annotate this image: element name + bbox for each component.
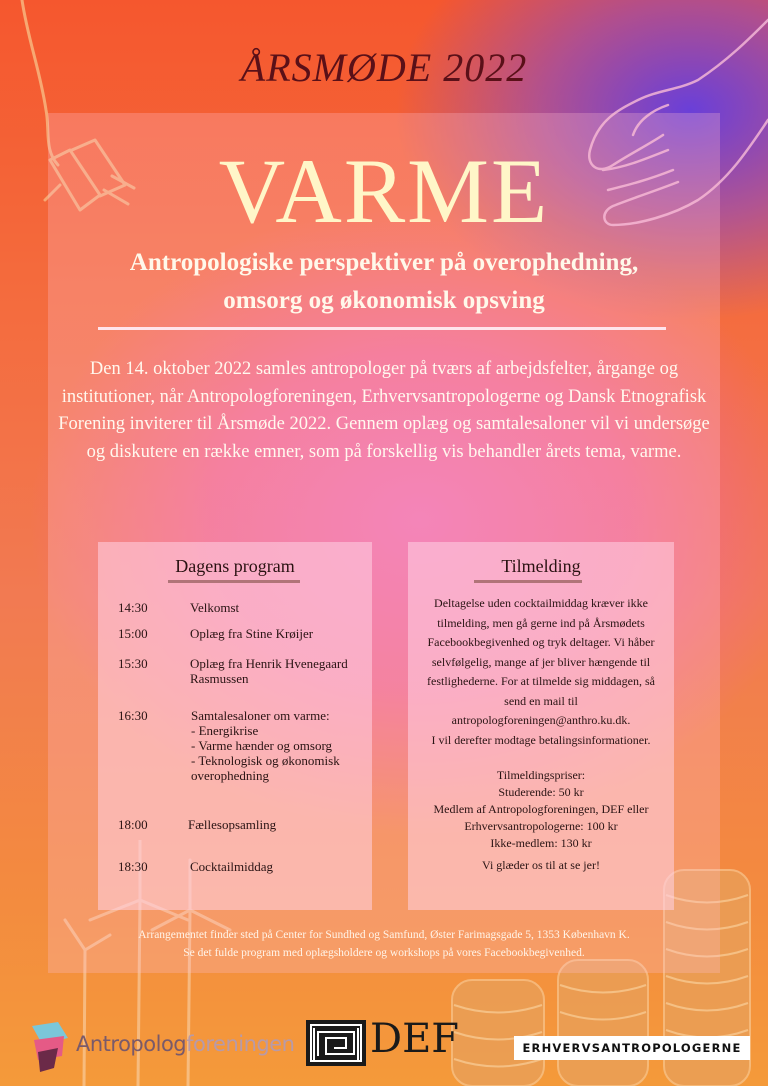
program-desc xyxy=(191,708,371,783)
program-time: 14:30 xyxy=(118,600,148,615)
subtitle-line: Antropologiske perspektiver på overophedning, xyxy=(129,249,639,276)
program-desc: Oplæg fra Stine Krøijer xyxy=(190,626,314,641)
prices-title: Tilmeldingspriser: xyxy=(496,768,586,782)
program-sub-item: - Varme hænder og omsorg xyxy=(191,738,333,753)
program-title: Dagens program xyxy=(175,556,295,576)
signup-paragraph: Deltagelse uden cocktailmiddag kræver ikke tilmelding, men gå gerne ind på Årsmødets Facebookbegivenhed og tryk deltager. Vi håber selvfølgelig, mange af jer bliver hængende til festlighederne. For at tilmelde sig middagen, så send en mail til antropologforeningen@anthro.ku.dk. xyxy=(427,596,655,727)
program-desc: Velkomst xyxy=(190,600,240,615)
antropologforeningen-logo-icon xyxy=(28,1018,74,1074)
intro-paragraph: Den 14. oktober 2022 samles antropologer på tværs af arbejdsfelter, årgange og institutioner, når Antropologforeningen, Erhvervsantropologerne og Dansk Etnografisk Forening inviterer til Årsmøde 2022. Gennem oplæg og samtalesaloner vil vi undersøge og diskutere en række emner, som på forskellig vis behandler årets tema, varme. xyxy=(58,359,710,462)
program-time: 15:00 xyxy=(118,626,148,641)
def-logo-icon xyxy=(306,1020,366,1066)
venue-line: Arrangementet finder sted på Center for Sundhed og Samfund, Øster Farimagsgade 5, 1353 København K. xyxy=(138,929,630,941)
venue-info xyxy=(60,926,708,962)
logo-text-bold: Antropolog xyxy=(76,1032,187,1056)
prices xyxy=(412,767,670,852)
def-logo-text: DEF xyxy=(370,1016,460,1062)
program-title-underline xyxy=(168,580,300,583)
program-desc: Fællesopsamling xyxy=(188,817,277,832)
antropologforeningen-logo-text xyxy=(76,1032,294,1056)
subtitle-line: omsorg og økonomisk opsving xyxy=(223,287,545,314)
program-time: 18:30 xyxy=(118,859,148,874)
price-member: Medlem af Antropologforeningen, DEF eller Erhvervsantropologerne: 100 kr xyxy=(433,802,649,833)
venue-line: Se det fulde program med oplægsholdere og workshops på vores Facebookbegivenhed. xyxy=(183,947,585,959)
signup-title-underline xyxy=(474,580,582,583)
def-logo xyxy=(306,1018,462,1068)
program-time: 15:30 xyxy=(118,656,148,671)
program-sub-item: - Teknologisk og økonomisk overophedning xyxy=(191,753,340,783)
program-desc: Oplæg fra Henrik Hvenegaard Rasmussen xyxy=(190,656,348,686)
subtitle xyxy=(60,244,708,320)
signup-text xyxy=(416,594,666,750)
program-box xyxy=(98,542,372,910)
price-student: Studerende: 50 kr xyxy=(498,785,584,799)
event-title: ÅRSMØDE 2022 xyxy=(240,45,528,90)
signup-paragraph: I vil derefter modtage betalingsinformationer. xyxy=(431,732,651,747)
program-time: 18:00 xyxy=(118,817,148,832)
price-nonmember: Ikke-medlem: 130 kr xyxy=(490,836,592,850)
main-title: VARME xyxy=(218,140,550,242)
divider xyxy=(98,327,666,330)
antropologforeningen-logo xyxy=(28,1018,298,1074)
program-sub-item: - Energikrise xyxy=(191,723,259,738)
erhvervsantropologerne-logo: ERHVERVSANTROPOLOGERNE xyxy=(514,1036,750,1060)
signup-title: Tilmelding xyxy=(501,556,581,576)
signup-thanks: Vi glæder os til at se jer! xyxy=(482,858,600,872)
program-desc: Cocktailmiddag xyxy=(190,859,274,874)
logo-text-light: foreningen xyxy=(186,1032,295,1056)
signup-box xyxy=(408,542,674,910)
program-time: 16:30 xyxy=(118,708,148,723)
program-desc-main: Samtalesaloner om varme: xyxy=(191,708,330,723)
